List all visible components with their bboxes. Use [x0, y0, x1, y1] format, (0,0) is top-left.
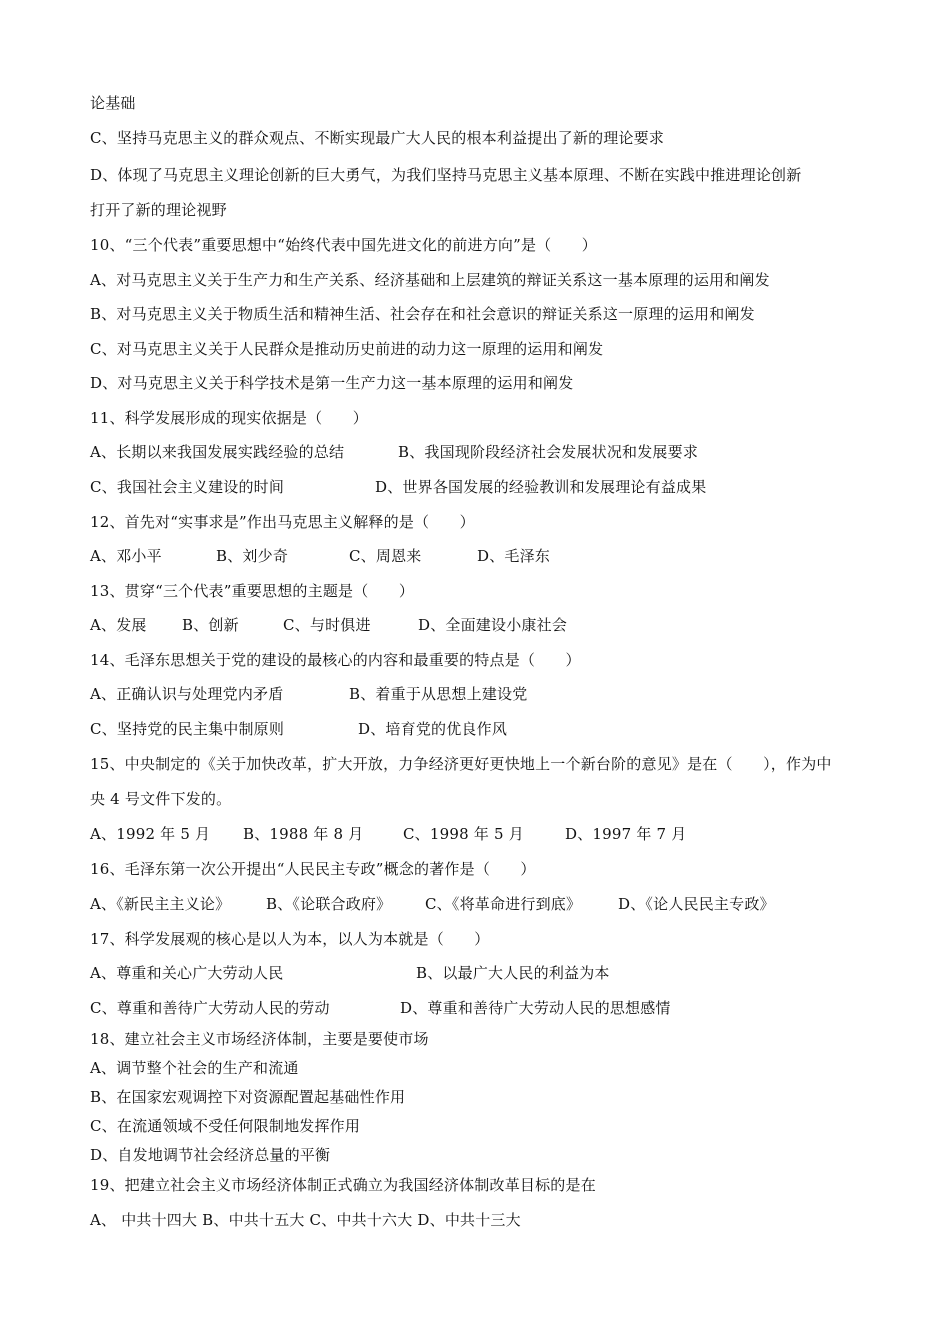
question-10-option-a: A、对马克思主义关于生产力和生产关系、经济基础和上层建筑的辩证关系这一基本原理的运用和阐发 [90, 271, 770, 289]
question-14-option-d: D、培育党的优良作风 [358, 720, 508, 738]
question-14-option-a: A、正确认识与处理党内矛盾 [90, 685, 284, 703]
question-14-option-c: C、坚持党的民主集中制原则 [90, 720, 285, 738]
question-17-option-b: B、以最广大人民的利益为本 [416, 964, 610, 982]
question-16-option-c: C、《将革命进行到底》 [425, 895, 582, 913]
question-17-option-c: C、尊重和善待广大劳动人民的劳动 [90, 999, 330, 1017]
question-15-option-c: C、1998 年 5 月 [403, 825, 524, 843]
question-15-option-d: D、1997 年 7 月 [565, 825, 687, 843]
question-14-option-b: B、着重于从思想上建设党 [349, 685, 528, 703]
question-11-option-d: D、世界各国发展的经验教训和发展理论有益成果 [375, 478, 707, 496]
question-12-option-b: B、刘少奇 [216, 547, 289, 565]
question-17-option-d: D、尊重和善待广大劳动人民的思想感情 [400, 999, 671, 1017]
question-15-stem: 15、中央制定的《关于加快改革，扩大开放，力争经济更好更快地上一个新台阶的意见》是在（ ），作为中 [90, 755, 832, 773]
question-18-option-b: B、在国家宏观调控下对资源配置起基础性作用 [90, 1088, 406, 1106]
question-15-stem-cont: 央 4 号文件下发的。 [90, 790, 232, 808]
question-10-option-c: C、对马克思主义关于人民群众是推动历史前进的动力这一原理的运用和阐发 [90, 340, 604, 358]
question-16-option-a: A、《新民主主义论》 [90, 895, 231, 913]
question-16-option-d: D、《论人民民主专政》 [618, 895, 775, 913]
question-17-option-a: A、尊重和关心广大劳动人民 [90, 964, 284, 982]
question-12-stem: 12、首先对“实事求是”作出马克思主义解释的是（ ） [90, 513, 475, 531]
question-13-option-d: D、全面建设小康社会 [418, 616, 568, 634]
question-13-stem: 13、贯穿“三个代表”重要思想的主题是（ ） [90, 582, 415, 600]
question-13-option-a: A、发展 [90, 616, 147, 634]
question-11-stem: 11、科学发展形成的现实依据是（ ） [90, 409, 368, 427]
question-10-stem: 10、“三个代表”重要思想中“始终代表中国先进文化的前进方向”是（ ） [90, 236, 597, 254]
question-14-stem: 14、毛泽东思想关于党的建设的最核心的内容和最重要的特点是（ ） [90, 651, 581, 669]
question-19-stem: 19、把建立社会主义市场经济体制正式确立为我国经济体制改革目标的是在 [90, 1176, 596, 1194]
question-13-option-c: C、与时俱进 [283, 616, 371, 634]
question-13-option-b: B、创新 [182, 616, 239, 634]
option-d-prev-question: D、体现了马克思主义理论创新的巨大勇气，为我们坚持马克思主义基本原理、不断在实践中推进理论创新 [90, 166, 802, 184]
question-16-option-b: B、《论联合政府》 [266, 895, 392, 913]
continued-text-line: 论基础 [90, 94, 136, 112]
question-18-option-a: A、调节整个社会的生产和流通 [90, 1059, 299, 1077]
question-16-stem: 16、毛泽东第一次公开提出“人民民主专政”概念的著作是（ ） [90, 860, 536, 878]
question-18-option-c: C、在流通领域不受任何限制地发挥作用 [90, 1117, 361, 1135]
question-19-options: A、 中共十四大 B、中共十五大 C、中共十六大 D、中共十三大 [90, 1211, 521, 1229]
option-d-prev-question-cont: 打开了新的理论视野 [90, 201, 227, 219]
question-11-option-b: B、我国现阶段经济社会发展状况和发展要求 [398, 443, 699, 461]
question-18-option-d: D、自发地调节社会经济总量的平衡 [90, 1146, 331, 1164]
option-c-prev-question: C、坚持马克思主义的群众观点、不断实现最广大人民的根本利益提出了新的理论要求 [90, 129, 665, 147]
question-15-option-a: A、1992 年 5 月 [90, 825, 211, 843]
question-12-option-d: D、毛泽东 [477, 547, 551, 565]
question-10-option-d: D、对马克思主义关于科学技术是第一生产力这一基本原理的运用和阐发 [90, 374, 574, 392]
question-10-option-b: B、对马克思主义关于物质生活和精神生活、社会存在和社会意识的辩证关系这一原理的运用和阐发 [90, 305, 755, 323]
question-11-option-c: C、我国社会主义建设的时间 [90, 478, 285, 496]
question-18-stem: 18、建立社会主义市场经济体制，主要是要使市场 [90, 1030, 429, 1048]
question-11-option-a: A、长期以来我国发展实践经验的总结 [90, 443, 345, 461]
question-15-option-b: B、1988 年 8 月 [243, 825, 364, 843]
question-12-option-a: A、邓小平 [90, 547, 162, 565]
question-17-stem: 17、科学发展观的核心是以人为本，以人为本就是（ ） [90, 930, 490, 948]
question-12-option-c: C、周恩来 [349, 547, 422, 565]
